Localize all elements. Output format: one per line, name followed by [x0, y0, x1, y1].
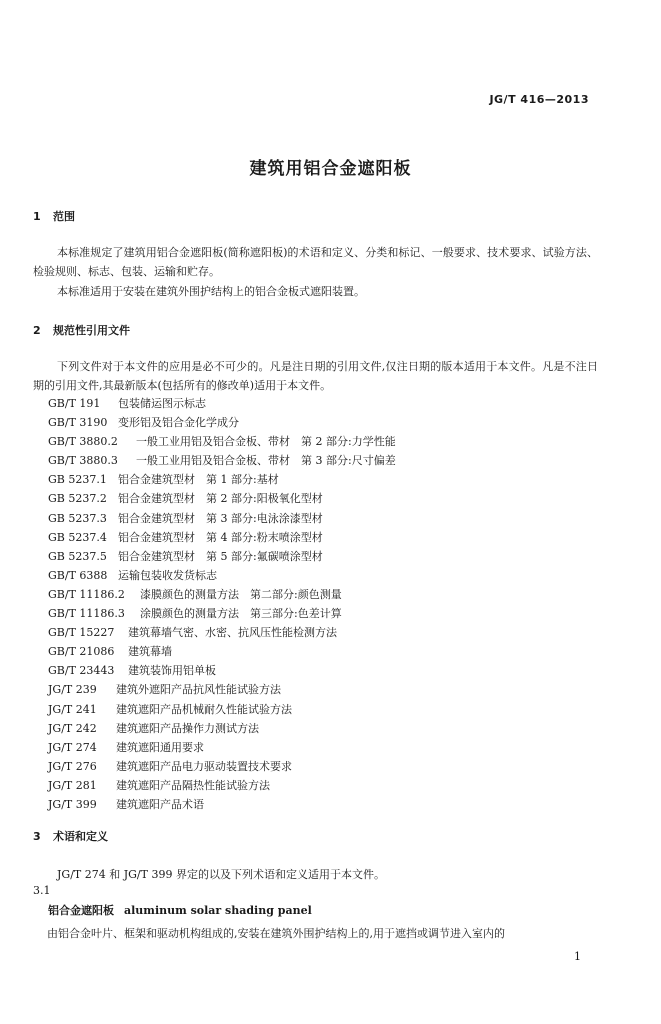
section-number: 2 [33, 324, 41, 337]
reference-item [48, 623, 396, 642]
reference-title: 变形铝及铝合金化学成分 [118, 416, 239, 430]
section-3-heading [33, 828, 108, 844]
reference-code: JG/T 242 [48, 721, 97, 735]
reference-code: JG/T 276 [48, 759, 97, 773]
page-number: 1 [574, 950, 581, 963]
reference-code: GB/T 191 [48, 397, 101, 410]
reference-code: JG/T 274 [48, 740, 97, 754]
reference-title: 包装储运图示标志 [118, 397, 206, 410]
reference-title: 涂膜颜色的测量方法 第三部分:色差计算 [140, 607, 342, 621]
term-chinese: 铝合金遮阳板 [48, 904, 114, 917]
reference-item [48, 585, 396, 604]
reference-title: 建筑遮阳通用要求 [116, 740, 204, 754]
reference-item [48, 528, 396, 547]
reference-title: 铝合金建筑型材 第 5 部分:氟碳喷涂型材 [118, 549, 323, 563]
reference-item [48, 394, 396, 413]
reference-code: JG/T 239 [48, 683, 97, 697]
reference-code: GB/T 11186.3 [48, 607, 125, 621]
reference-item [48, 642, 396, 661]
reference-item [48, 700, 396, 719]
reference-title: 铝合金建筑型材 第 3 部分:电泳涂漆型材 [118, 511, 323, 525]
section-2-intro: 下列文件对于本文件的应用是必不可少的。凡是注日期的引用文件,仅注日期的版本适用于本文件。凡是不注日期的引用文件,其最新版本(包括所有的修改单)适用于本文件。 [33, 360, 598, 392]
standard-code: JG/T 416—2013 [489, 93, 589, 106]
reference-code: JG/T 281 [48, 778, 97, 792]
reference-code: GB/T 15227 [48, 626, 115, 640]
section-1-paragraph-1: 本标准规定了建筑用铝合金遮阳板(简称遮阳板)的术语和定义、分类和标记、一般要求、技术要求、试验方法、检验规则、标志、包装、运输和贮存。 [33, 246, 598, 278]
reference-title: 建筑遮阳产品隔热性能试验方法 [116, 778, 270, 792]
term-definition: 由铝合金叶片、框架和驱动机构组成的,安装在建筑外围护结构上的,用于遮挡或调节进入室内的 [47, 927, 505, 940]
section-title: 范围 [53, 210, 75, 223]
section-title: 术语和定义 [53, 830, 108, 843]
section-number: 1 [33, 210, 41, 223]
reference-code: GB/T 3190 [48, 416, 108, 430]
reference-code: GB 5237.3 [48, 511, 107, 525]
reference-title: 建筑外遮阳产品抗风性能试验方法 [116, 683, 281, 697]
reference-code: GB/T 3880.2 [48, 435, 118, 449]
reference-title: 建筑遮阳产品电力驱动装置技术要求 [116, 759, 292, 773]
reference-title: 建筑幕墙 [128, 645, 172, 659]
reference-item [48, 451, 396, 470]
reference-code: GB 5237.4 [48, 530, 107, 544]
reference-code: GB/T 11186.2 [48, 587, 125, 601]
reference-title: 运输包装收发货标志 [118, 568, 217, 582]
reference-title: 建筑幕墙气密、水密、抗风压性能检测方法 [128, 626, 337, 640]
reference-item [48, 413, 396, 432]
reference-item [48, 509, 396, 528]
reference-code: JG/T 241 [48, 702, 97, 716]
reference-item [48, 795, 396, 814]
section-1-heading [33, 208, 75, 224]
reference-code: GB/T 21086 [48, 645, 115, 659]
clause-number: 3.1 [33, 884, 51, 897]
reference-item [48, 719, 396, 738]
reference-item [48, 489, 396, 508]
section-3-intro: JG/T 274 和 JG/T 399 界定的以及下列术语和定义适用于本文件。 [57, 868, 385, 881]
reference-item [48, 470, 396, 489]
reference-title: 铝合金建筑型材 第 4 部分:粉末喷涂型材 [118, 530, 323, 544]
reference-code: GB/T 6388 [48, 568, 108, 582]
reference-title: 建筑装饰用铝单板 [128, 664, 216, 678]
section-2-heading [33, 322, 130, 338]
term-english: aluminum solar shading panel [124, 904, 312, 917]
reference-item [48, 776, 396, 795]
reference-title: 漆膜颜色的测量方法 第二部分:颜色测量 [140, 587, 342, 601]
reference-item [48, 566, 396, 585]
reference-item [48, 757, 396, 776]
section-number: 3 [33, 830, 41, 843]
reference-code: GB 5237.1 [48, 473, 107, 487]
normative-references-list [48, 394, 396, 814]
reference-code: GB 5237.5 [48, 549, 107, 563]
reference-title: 建筑遮阳产品术语 [116, 797, 204, 811]
reference-item [48, 738, 396, 757]
reference-item [48, 547, 396, 566]
reference-title: 一般工业用铝及铝合金板、带材 第 3 部分:尺寸偏差 [136, 454, 396, 468]
reference-title: 一般工业用铝及铝合金板、带材 第 2 部分:力学性能 [136, 435, 396, 449]
reference-code: GB/T 3880.3 [48, 454, 118, 468]
document-title: 建筑用铝合金遮阳板 [249, 159, 412, 179]
reference-code: GB 5237.2 [48, 492, 107, 506]
reference-title: 铝合金建筑型材 第 1 部分:基材 [118, 473, 279, 487]
section-1-paragraph-2: 本标准适用于安装在建筑外围护结构上的铝合金板式遮阳装置。 [57, 285, 365, 298]
term-heading [48, 902, 312, 918]
reference-title: 建筑遮阳产品机械耐久性能试验方法 [116, 702, 292, 716]
reference-title: 铝合金建筑型材 第 2 部分:阳极氧化型材 [118, 492, 323, 506]
reference-item [48, 604, 396, 623]
reference-item [48, 680, 396, 699]
reference-item [48, 661, 396, 680]
reference-code: GB/T 23443 [48, 664, 115, 678]
reference-code: JG/T 399 [48, 797, 97, 811]
reference-item [48, 432, 396, 451]
reference-title: 建筑遮阳产品操作力测试方法 [116, 721, 259, 735]
section-title: 规范性引用文件 [53, 324, 130, 337]
